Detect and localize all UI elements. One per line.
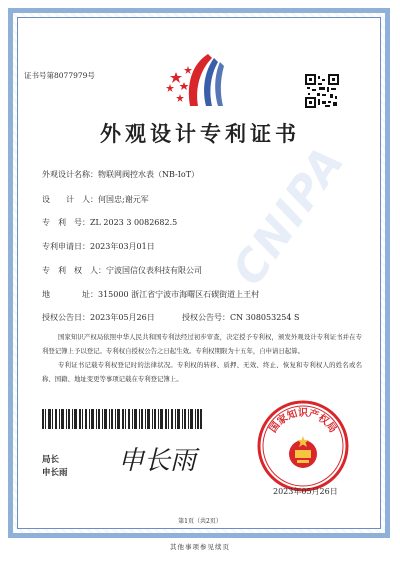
seal-text: 国家知识产权局 xyxy=(267,408,339,435)
director-block xyxy=(42,454,68,480)
field-label: 设 计 人： xyxy=(42,195,98,204)
watermark-text: CNIPA xyxy=(222,136,356,295)
field-label: 专 利 权 人： xyxy=(42,266,106,275)
field-value: 宁波国信仪表科技有限公司 xyxy=(106,266,202,275)
field-value: CN 308053254 S xyxy=(230,313,300,322)
field-label: 授权公告号： xyxy=(182,313,230,322)
notice-paragraph: 国家知识产权局依照中华人民共和国专利法经过初步审查，决定授予专利权，颁发外观设计专利证书并在专利登记簿上予以登记。专利权自授权公告之日起生效。专利权期限为十五年，自申请日起算。 xyxy=(42,333,362,355)
field-value: 何国忠;谢元军 xyxy=(98,195,149,204)
certificate-number: 证书号第8077979号 xyxy=(24,71,95,80)
field-label: 专 利 号： xyxy=(42,218,90,227)
field-design-name xyxy=(42,169,199,180)
field-value: 315000 浙江省宁波市海曙区石碶街道上王村 xyxy=(98,290,260,299)
field-patent-number xyxy=(42,217,177,228)
seal-date: 2023年05月26日 xyxy=(273,487,338,496)
page-title: 外观设计专利证书 xyxy=(100,121,300,146)
director-name: 申长雨 xyxy=(42,468,68,478)
field-address xyxy=(42,289,259,300)
field-label: 授权公告日： xyxy=(42,313,90,322)
legal-notice xyxy=(42,330,362,386)
field-value: 物联网阀控水表（NB-IoT） xyxy=(98,170,200,179)
field-label: 地 址： xyxy=(42,290,98,299)
director-title: 局长 xyxy=(42,455,60,465)
field-designers xyxy=(42,194,149,205)
barcode-icon xyxy=(42,409,202,429)
field-label: 外观设计名称： xyxy=(42,170,98,179)
footer-note: 其他事项参见续页 xyxy=(170,543,230,551)
field-value: 2023年03月01日 xyxy=(90,242,155,251)
director-signature: 申长雨 xyxy=(118,446,197,476)
field-value: ZL 2023 3 0082682.5 xyxy=(90,218,178,227)
field-application-date xyxy=(42,241,155,252)
field-patentee xyxy=(42,265,202,276)
field-grant-date xyxy=(42,312,300,323)
field-value: 2023年05月26日 xyxy=(90,313,155,322)
qr-code-icon xyxy=(305,74,339,108)
official-seal-icon xyxy=(255,398,351,494)
notice-paragraph: 专利证书记载专利权登记时的法律状况。专利权的转移、质押、无效、终止、恢复和专利权人的姓名或名称、国籍、地址变更等事项记载在专利登记簿上。 xyxy=(42,361,362,383)
field-label: 专利申请日： xyxy=(42,242,90,251)
cnipa-emblem-icon xyxy=(162,50,242,110)
page-number: 第1页（共2页） xyxy=(178,518,222,525)
